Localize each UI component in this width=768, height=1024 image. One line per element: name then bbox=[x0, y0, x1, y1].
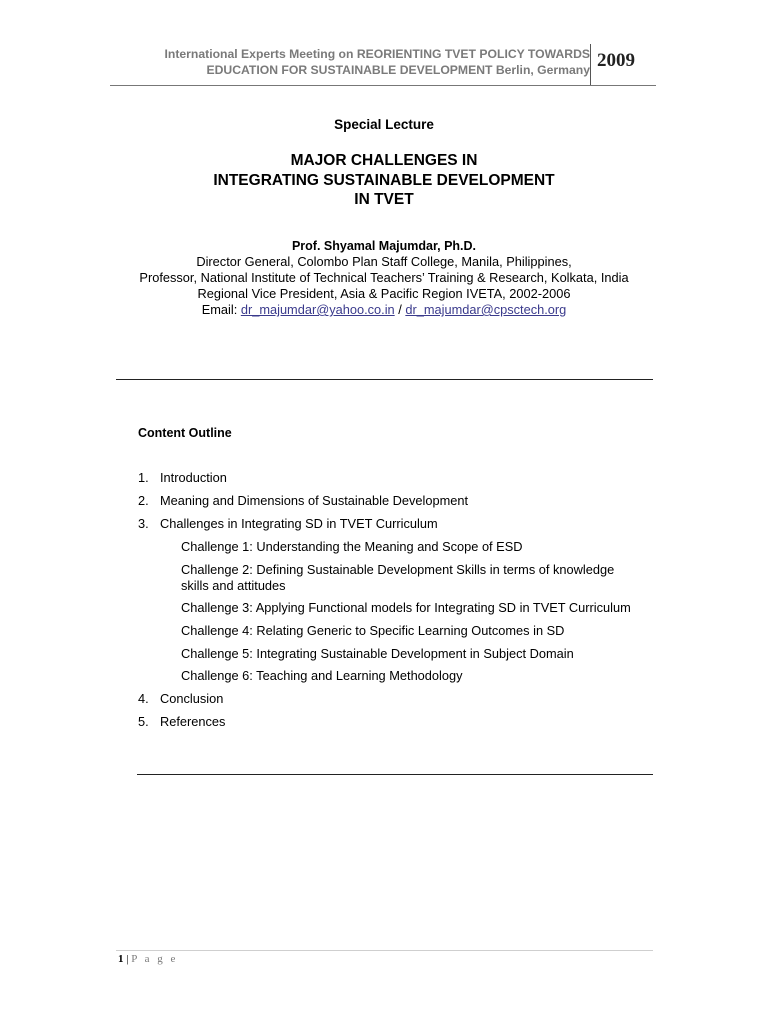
header-line-2: EDUCATION FOR SUSTAINABLE DEVELOPMENT Berlin, Germany bbox=[206, 62, 590, 77]
outline-item-text: Meaning and Dimensions of Sustainable Development bbox=[160, 493, 469, 508]
header-rule bbox=[110, 85, 656, 86]
affiliation-line-1: Director General, Colombo Plan Staff College, Manila, Philippines, bbox=[196, 254, 572, 269]
challenge-item-4: Challenge 4: Relating Generic to Specific Learning Outcomes in SD bbox=[181, 623, 565, 638]
email-link-yahoo[interactable]: dr_majumdar@yahoo.co.in bbox=[240, 302, 395, 317]
title-line-2: INTEGRATING SUSTAINABLE DEVELOPMENT bbox=[213, 171, 555, 189]
email-separator: / bbox=[394, 302, 406, 317]
outline-item-number: 4. bbox=[138, 691, 149, 706]
challenge-item-6: Challenge 6: Teaching and Learning Methodology bbox=[181, 668, 463, 683]
page-footer bbox=[118, 953, 178, 965]
outline-item-text: Challenges in Integrating SD in TVET Curriculum bbox=[160, 516, 438, 531]
outline-item-introduction bbox=[138, 470, 227, 485]
outline-item-number: 2. bbox=[138, 493, 149, 508]
section-divider-top bbox=[116, 379, 653, 380]
header-year: 2009 bbox=[597, 50, 635, 71]
challenge-item-2: Challenge 2: Defining Sustainable Development Skills in terms of knowledge skills and attitudes bbox=[181, 562, 615, 593]
outline-item-number: 3. bbox=[138, 516, 149, 531]
email-link-cpsctech[interactable]: dr_majumdar@cpsctech.org bbox=[405, 302, 567, 317]
outline-item-number: 5. bbox=[138, 714, 149, 729]
document-title bbox=[0, 151, 768, 210]
affiliation-line-3: Regional Vice President, Asia & Pacific Region IVETA, 2002-2006 bbox=[197, 286, 571, 301]
footer-separator: | bbox=[123, 953, 132, 965]
footer-rule bbox=[116, 950, 653, 951]
email-line bbox=[0, 302, 768, 318]
outline-item-text: Conclusion bbox=[160, 691, 224, 706]
outline-item-conclusion bbox=[138, 691, 223, 706]
author-name: Prof. Shyamal Majumdar, Ph.D. bbox=[291, 239, 477, 253]
page-number: 1 bbox=[118, 953, 124, 965]
header-divider bbox=[590, 44, 591, 86]
page-header bbox=[110, 44, 656, 86]
outline-item-text: Introduction bbox=[160, 470, 227, 485]
title-line-1: MAJOR CHALLENGES IN bbox=[290, 152, 478, 169]
affiliation-line-2: Professor, National Institute of Technical Teachers’ Training & Research, Kolkata, India bbox=[139, 270, 629, 285]
header-line-1: International Experts Meeting on REORIENTING TVET POLICY TOWARDS bbox=[164, 47, 590, 61]
page-label: P a g e bbox=[131, 953, 178, 965]
outline-item-references bbox=[138, 714, 225, 729]
challenge-item-3: Challenge 3: Applying Functional models for Integrating SD in TVET Curriculum bbox=[181, 600, 631, 615]
outline-item-number: 1. bbox=[138, 470, 149, 485]
challenge-item-5: Challenge 5: Integrating Sustainable Development in Subject Domain bbox=[181, 646, 574, 661]
content-outline-heading: Content Outline bbox=[138, 426, 232, 440]
outline-item-challenges bbox=[138, 516, 438, 531]
header-conference-title bbox=[165, 47, 590, 78]
email-label: Email: bbox=[201, 302, 241, 317]
lecture-label: Special Lecture bbox=[334, 117, 434, 132]
section-divider-bottom bbox=[137, 774, 653, 775]
author-affiliations bbox=[0, 254, 768, 318]
outline-item-text: References bbox=[160, 714, 226, 729]
outline-item-meaning bbox=[138, 493, 468, 508]
title-line-3: IN TVET bbox=[354, 191, 414, 208]
challenge-item-1: Challenge 1: Understanding the Meaning and Scope of ESD bbox=[181, 539, 523, 554]
